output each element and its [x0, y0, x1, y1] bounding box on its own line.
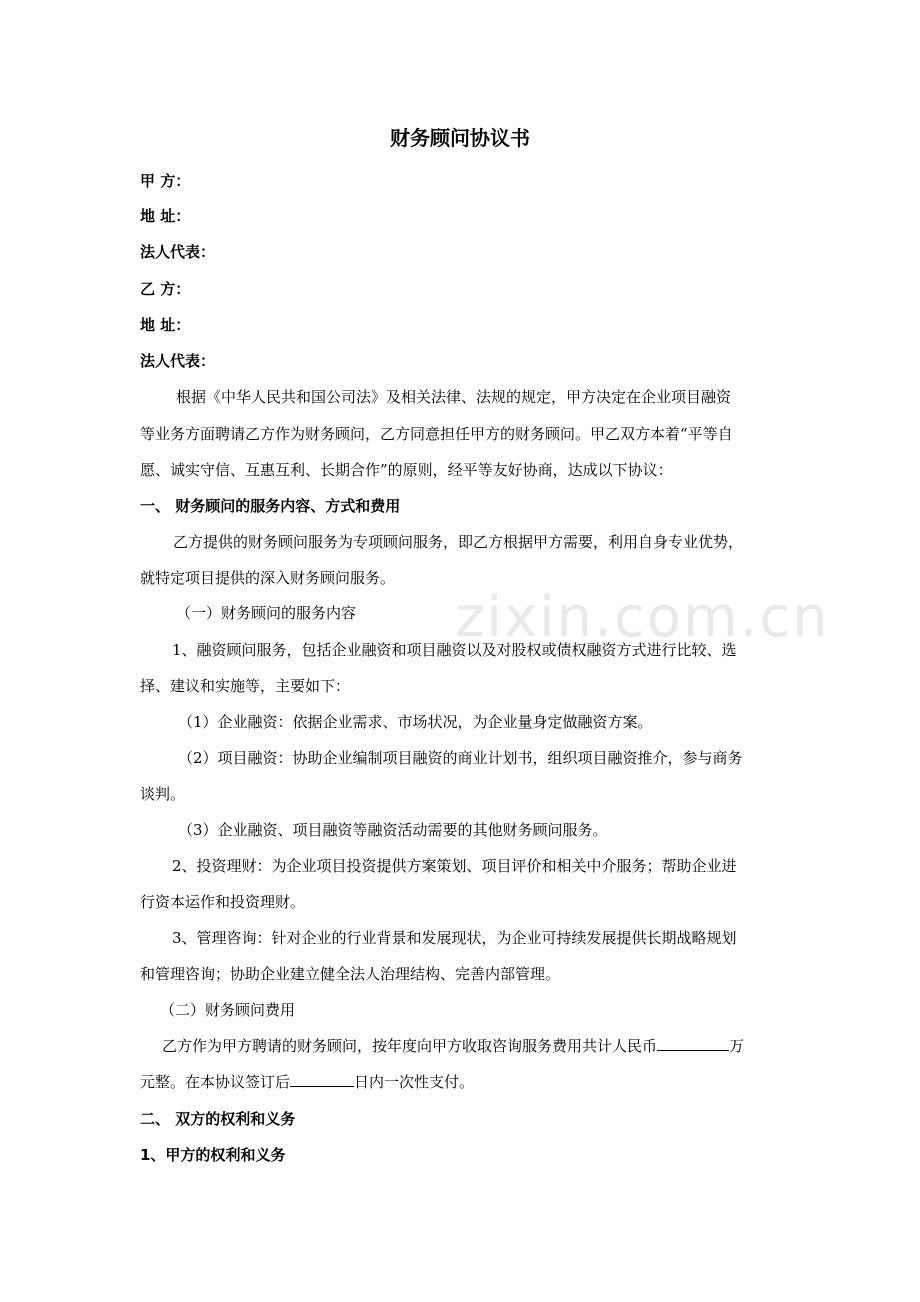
section-2-sub-1-heading: 1、甲方的权利和义务	[140, 1146, 286, 1164]
item-2-line-1: 2、投资理财：为企业项目投资提供方案策划、项目评价和相关中介服务；帮助企业进	[172, 857, 737, 875]
item-1-line-2: 择、建议和实施等，主要如下：	[140, 677, 351, 695]
item-1-line-1: 1、融资顾问服务，包括企业融资和项目融资以及对股权或债权融资方式进行比较、选	[172, 641, 737, 659]
item-1-2-line-2: 谈判。	[140, 785, 186, 803]
legal-rep-b-line: 法人代表：	[140, 352, 216, 370]
intro-line-1: 根据《中华人民共和国公司法》及相关法律、法规的规定，甲方决定在企业项目融资	[176, 388, 732, 406]
payment-days-blank	[290, 1072, 354, 1087]
party-b-line: 乙 方：	[140, 280, 191, 298]
document-title: 财务顾问协议书	[390, 126, 530, 150]
item-2-line-2: 行资本运作和投资理财。	[140, 893, 306, 911]
party-a-line: 甲 方：	[140, 172, 191, 190]
intro-line-3: 愿、诚实守信、互惠互利、长期合作”的原则，经平等友好协商，达成以下协议：	[140, 461, 673, 479]
item-1-3: （3）企业融资、项目融资等融资活动需要的其他财务顾问服务。	[178, 821, 608, 839]
section-1-heading: 一、 财务顾问的服务内容、方式和费用	[140, 497, 401, 515]
address-a-line: 地 址：	[140, 207, 191, 225]
subsection-2-heading: （二）财务顾问费用	[160, 1001, 296, 1019]
section-1-para-line-1: 乙方提供的财务顾问服务为专项顾问服务，即乙方根据甲方需要，利用自身专业优势，	[173, 533, 744, 551]
address-b-line: 地 址：	[140, 316, 191, 334]
watermark: zixin.com.cn	[455, 585, 830, 650]
section-2-heading: 二、 双方的权利和义务	[140, 1110, 296, 1128]
item-1-1: （1）企业融资：依据企业需求、市场状况，为企业量身定做融资方案。	[178, 713, 653, 731]
section-1-para-line-2: 就特定项目提供的深入财务顾问服务。	[140, 569, 396, 587]
intro-line-2: 等业务方面聘请乙方作为财务顾问，乙方同意担任甲方的财务顾问。甲乙双方本着“平等自	[140, 425, 733, 443]
legal-rep-a-line: 法人代表：	[140, 243, 216, 261]
fee-amount-blank	[657, 1036, 729, 1051]
subsection-1-heading: （一）财务顾问的服务内容	[176, 604, 357, 622]
item-1-2-line-1: （2）项目融资：协助企业编制项目融资的商业计划书，组织项目融资推介，参与商务	[178, 749, 743, 767]
item-3-line-1: 3、管理咨询：针对企业的行业背景和发展现状，为企业可持续发展提供长期战略规划	[172, 929, 737, 947]
fee-line-1: 乙方作为甲方聘请的财务顾问，按年度向甲方收取咨询服务费用共计人民币 万	[162, 1037, 745, 1055]
item-3-line-2: 和管理咨询；协助企业建立健全法人治理结构、完善内部管理。	[140, 965, 561, 983]
fee-line-2: 元整。在本协议签订后 日内一次性支付。	[140, 1073, 475, 1091]
